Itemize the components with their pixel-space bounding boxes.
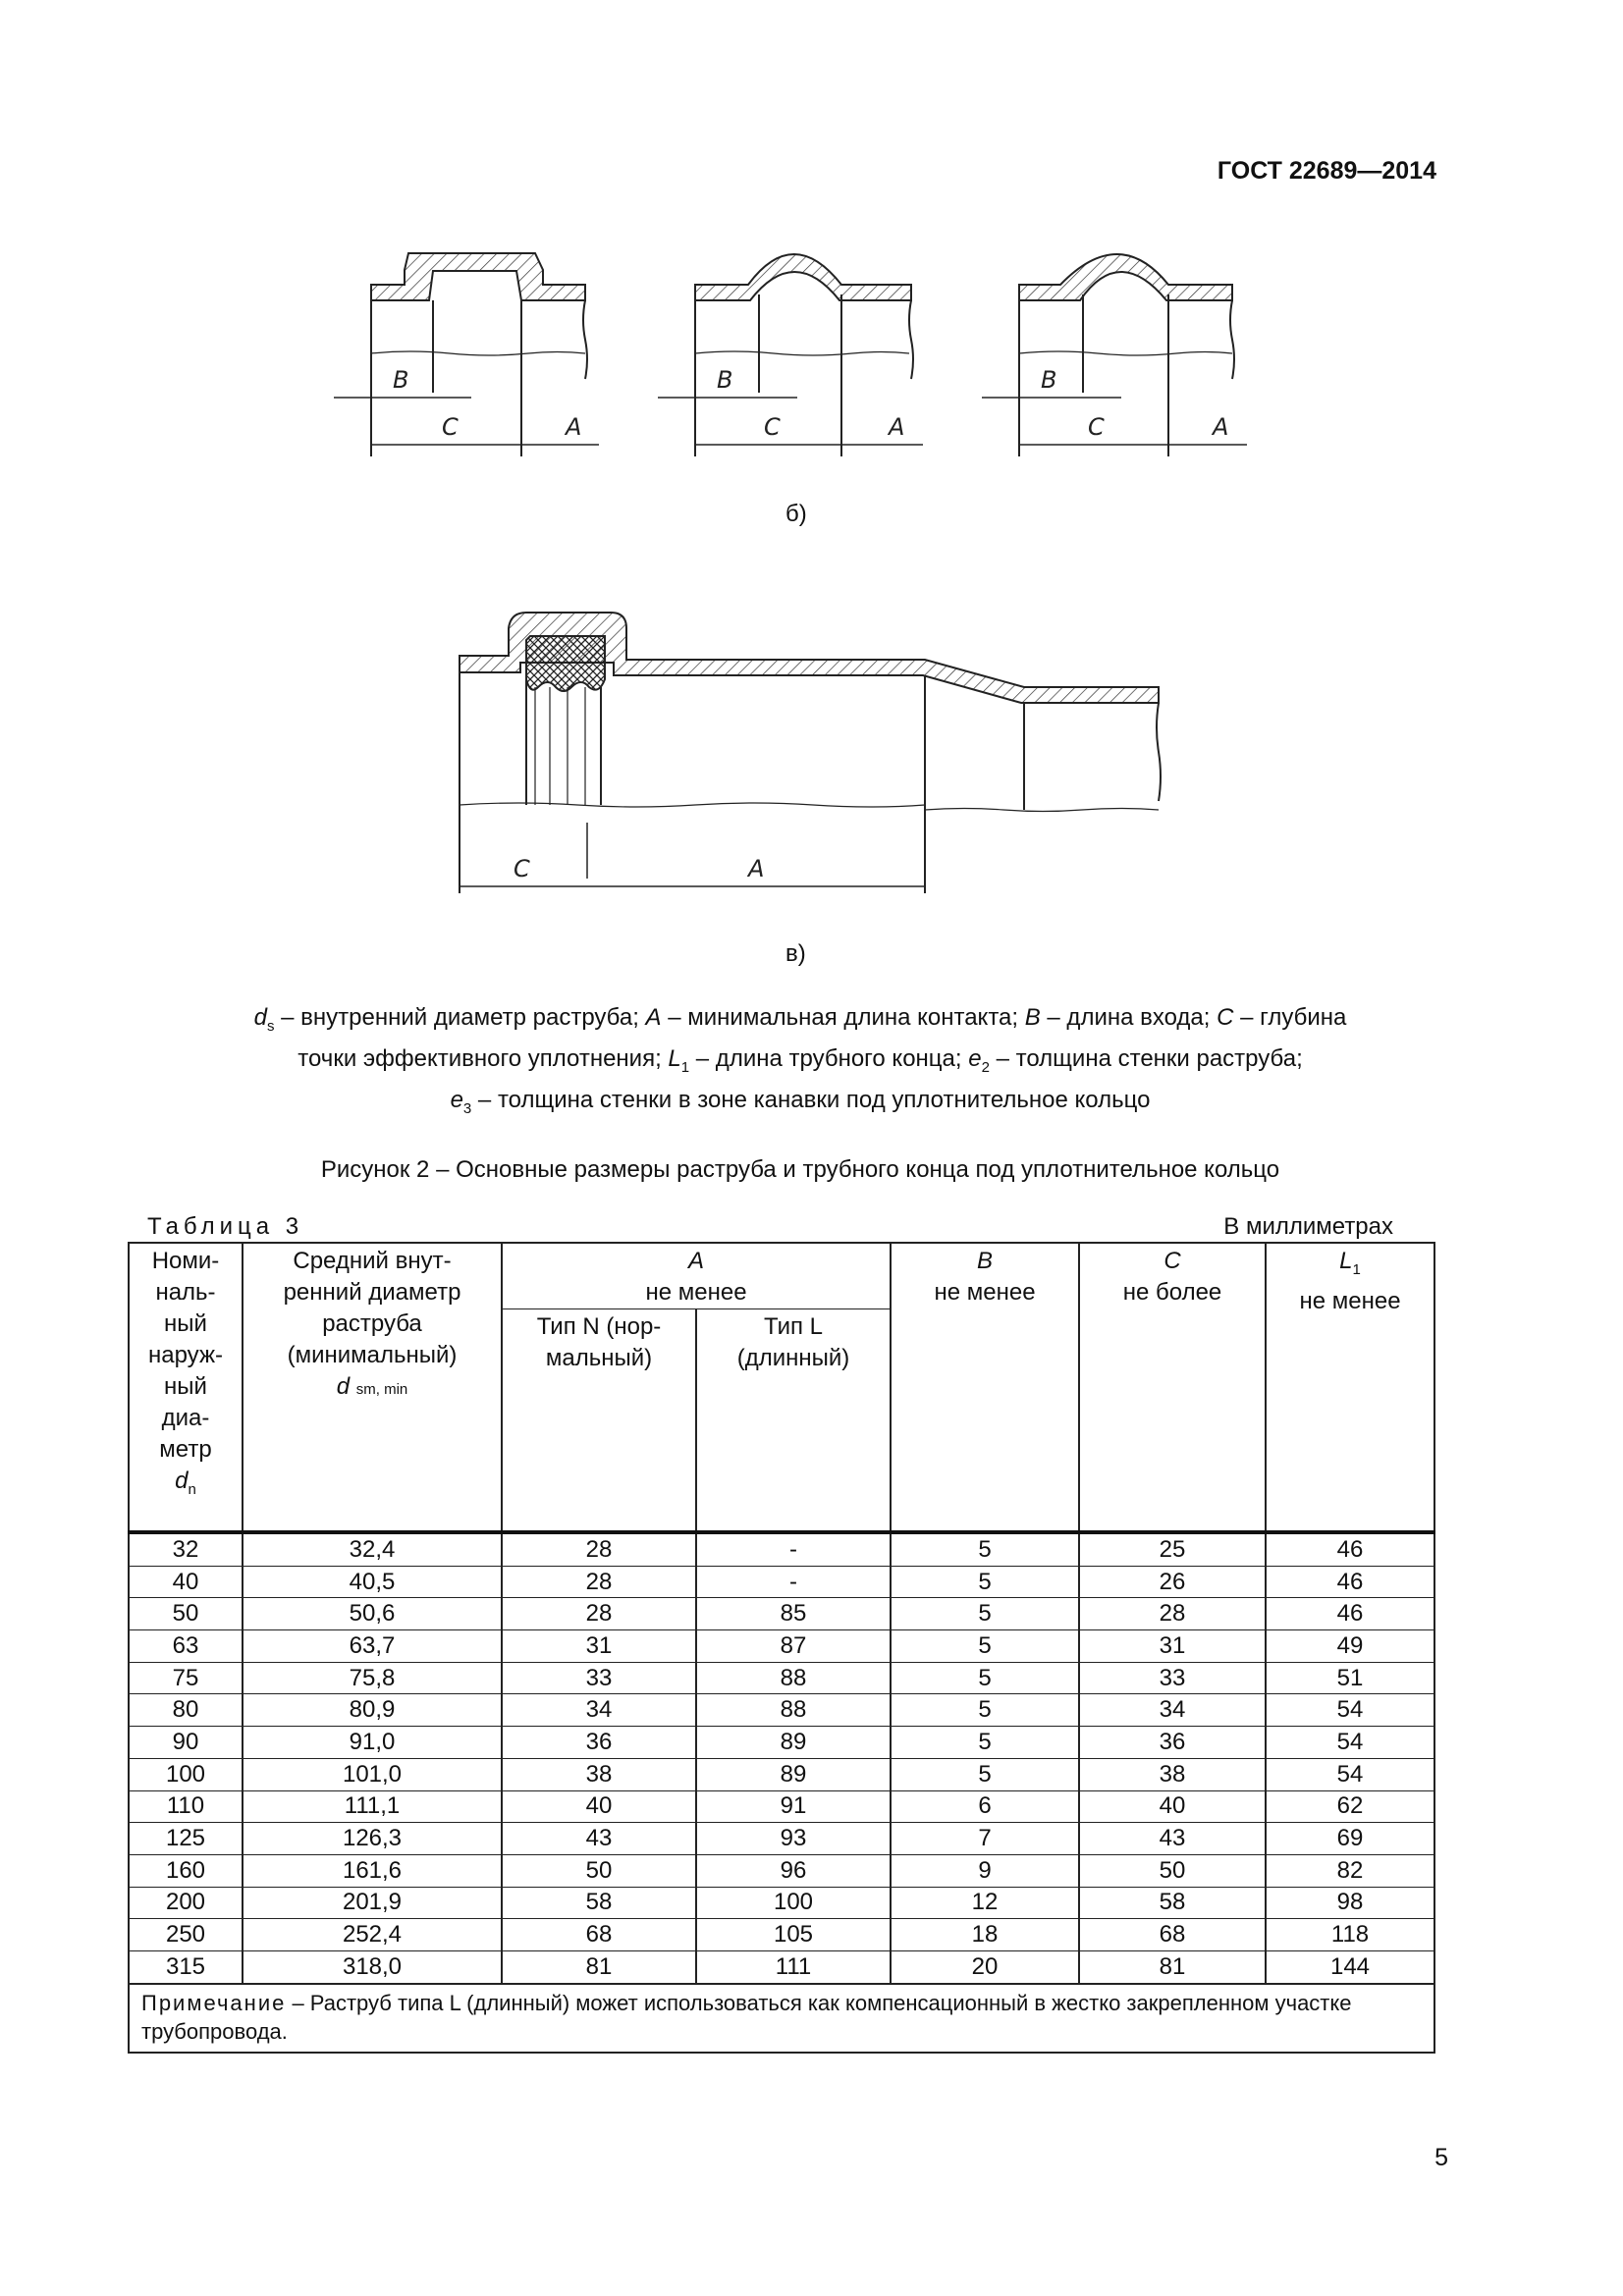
table-cell: 69 [1266, 1823, 1434, 1855]
figure-b-drawing-3 [982, 254, 1247, 456]
figure-v-caption: в) [785, 940, 806, 967]
table-row [129, 1758, 1434, 1790]
table-cell: 7 [891, 1823, 1079, 1855]
svg-text:A: A [889, 413, 905, 441]
label-c-v: C [514, 855, 530, 882]
table-cell: 318,0 [243, 1950, 502, 1983]
table-row [129, 1823, 1434, 1855]
table-cell: 18 [891, 1919, 1079, 1951]
table-cell: 5 [891, 1758, 1079, 1790]
header-c: C не более [1079, 1243, 1266, 1532]
table-cell: 201,9 [243, 1887, 502, 1919]
table-cell: 46 [1266, 1532, 1434, 1566]
table-units: В миллиметрах [1223, 1213, 1393, 1240]
header-dsm: Средний внут- ренний диаметр раструба (минимальный) d sm, min [243, 1243, 502, 1532]
table-row [129, 1566, 1434, 1598]
table-cell: 96 [696, 1854, 891, 1887]
table-cell: 88 [696, 1662, 891, 1694]
table-cell: 105 [696, 1919, 891, 1951]
table-cell: 25 [1079, 1532, 1266, 1566]
table-row [129, 1532, 1434, 1566]
table-cell: 5 [891, 1566, 1079, 1598]
table-cell: 5 [891, 1598, 1079, 1630]
table-cell: 46 [1266, 1598, 1434, 1630]
table-row [129, 1727, 1434, 1759]
table-row [129, 1887, 1434, 1919]
table-cell: 91 [696, 1790, 891, 1823]
figure-legend: $d_s$ – внутренний диаметр раструба; A – минимальная длина контакта; B – длина входа; C – глубина точки эффективного уплотнения; $L_1$ – длина трубного конца; $e_2$ – толщина стенки раструба; $e_3$ – толщина стенки в зоне канавки под уплотнительное кольцо [253, 1004, 1347, 1117]
table-cell: 101,0 [243, 1758, 502, 1790]
table-cell: 62 [1266, 1790, 1434, 1823]
header-b: B не менее [891, 1243, 1079, 1532]
table-cell: 111,1 [243, 1790, 502, 1823]
table-row [129, 1790, 1434, 1823]
table-row [129, 1854, 1434, 1887]
table-cell: 28 [1079, 1598, 1266, 1630]
table-cell: 100 [129, 1758, 243, 1790]
table-cell: 75 [129, 1662, 243, 1694]
table-cell: 88 [696, 1694, 891, 1727]
table-cell: 161,6 [243, 1854, 502, 1887]
table-cell: 144 [1266, 1950, 1434, 1983]
dimensions-table [128, 1242, 1435, 2054]
table-cell: 40 [502, 1790, 696, 1823]
table-cell: 32,4 [243, 1532, 502, 1566]
table-cell: 50,6 [243, 1598, 502, 1630]
table-row [129, 1598, 1434, 1630]
table-cell: 51 [1266, 1662, 1434, 1694]
table-cell: 90 [129, 1727, 243, 1759]
svg-text:C: C [764, 413, 781, 441]
table-cell: 36 [502, 1727, 696, 1759]
table-cell: 63 [129, 1630, 243, 1663]
table-cell: 40,5 [243, 1566, 502, 1598]
table-row [129, 1630, 1434, 1663]
table-cell: 54 [1266, 1727, 1434, 1759]
header-a-type-l: Тип L (длинный) [696, 1309, 891, 1533]
table-cell: 160 [129, 1854, 243, 1887]
table-cell: 89 [696, 1758, 891, 1790]
table-cell: 58 [1079, 1887, 1266, 1919]
label-b: B [393, 366, 409, 394]
table-row [129, 1662, 1434, 1694]
figure-v-drawing [460, 613, 1161, 893]
table-cell: 5 [891, 1532, 1079, 1566]
table-cell: 91,0 [243, 1727, 502, 1759]
table-cell: 46 [1266, 1566, 1434, 1598]
table-cell: 49 [1266, 1630, 1434, 1663]
table-cell: 28 [502, 1566, 696, 1598]
table-cell: 54 [1266, 1694, 1434, 1727]
table-cell: 81 [502, 1950, 696, 1983]
table-cell: 111 [696, 1950, 891, 1983]
table-cell: 34 [502, 1694, 696, 1727]
table-cell: 26 [1079, 1566, 1266, 1598]
table-cell: 38 [1079, 1758, 1266, 1790]
svg-text:A: A [1213, 413, 1229, 441]
table-cell: 200 [129, 1887, 243, 1919]
table-cell: 315 [129, 1950, 243, 1983]
table-cell: 5 [891, 1694, 1079, 1727]
table-cell: 68 [1079, 1919, 1266, 1951]
table-cell: 98 [1266, 1887, 1434, 1919]
table-note: Примечание – Раструб типа L (длинный) может использоваться как компенсационный в жестко закрепленном участке трубопровода. [129, 1984, 1434, 2053]
figure-b-drawing-2 [658, 254, 923, 456]
header-a: A не менее [502, 1243, 891, 1309]
table-cell: 31 [502, 1630, 696, 1663]
page-number: 5 [1434, 2144, 1448, 2171]
table-cell: 28 [502, 1532, 696, 1566]
table-cell: 34 [1079, 1694, 1266, 1727]
table-cell: 93 [696, 1823, 891, 1855]
table-cell: 89 [696, 1727, 891, 1759]
table-cell: 110 [129, 1790, 243, 1823]
svg-text:C: C [1088, 413, 1105, 441]
header-dn: Номи- наль- ный наруж- ный диа- метр $d_n$ [129, 1243, 243, 1532]
table-cell: 43 [1079, 1823, 1266, 1855]
header-a-type-n: Тип N (нор- мальный) [502, 1309, 696, 1533]
header-l1: $L_1$ не менее [1266, 1243, 1434, 1532]
table-cell: 252,4 [243, 1919, 502, 1951]
table-cell: 80,9 [243, 1694, 502, 1727]
table-title: Таблица 3 [147, 1213, 304, 1240]
table-row [129, 1919, 1434, 1951]
table-cell: 38 [502, 1758, 696, 1790]
table-cell: 81 [1079, 1950, 1266, 1983]
table-cell: 40 [1079, 1790, 1266, 1823]
table-cell: 125 [129, 1823, 243, 1855]
figure-b-caption: б) [785, 501, 807, 527]
table-cell: 9 [891, 1854, 1079, 1887]
figure-caption: Рисунок 2 – Основные размеры раструба и трубного конца под уплотнительное кольцо [320, 1156, 1280, 1183]
table-cell: 85 [696, 1598, 891, 1630]
table-cell: 250 [129, 1919, 243, 1951]
table-cell: 126,3 [243, 1823, 502, 1855]
label-a: A [566, 413, 582, 441]
label-c: C [442, 413, 459, 441]
table-cell: 5 [891, 1727, 1079, 1759]
table-cell: 12 [891, 1887, 1079, 1919]
table-cell: 50 [129, 1598, 243, 1630]
table-cell: 82 [1266, 1854, 1434, 1887]
table-row [129, 1694, 1434, 1727]
table-cell: 36 [1079, 1727, 1266, 1759]
table-cell: 31 [1079, 1630, 1266, 1663]
table-cell: 40 [129, 1566, 243, 1598]
table-cell: 54 [1266, 1758, 1434, 1790]
table-cell: 87 [696, 1630, 891, 1663]
technical-drawings [0, 0, 1623, 982]
table-cell: 75,8 [243, 1662, 502, 1694]
table-cell: 6 [891, 1790, 1079, 1823]
table-cell: 28 [502, 1598, 696, 1630]
table-cell: 50 [502, 1854, 696, 1887]
table-cell: 63,7 [243, 1630, 502, 1663]
table-row [129, 1950, 1434, 1983]
table-cell: 33 [502, 1662, 696, 1694]
table-cell: 32 [129, 1532, 243, 1566]
table-cell: 68 [502, 1919, 696, 1951]
svg-text:B: B [1041, 366, 1057, 394]
table-cell: 58 [502, 1887, 696, 1919]
svg-text:B: B [717, 366, 733, 394]
table-cell: - [696, 1532, 891, 1566]
standard-code: ГОСТ 22689—2014 [1217, 157, 1436, 185]
table-cell: 100 [696, 1887, 891, 1919]
figure-b-drawing-1 [334, 253, 599, 456]
table-cell: 5 [891, 1662, 1079, 1694]
table-cell: 5 [891, 1630, 1079, 1663]
table-cell: 50 [1079, 1854, 1266, 1887]
table-cell: - [696, 1566, 891, 1598]
table-cell: 118 [1266, 1919, 1434, 1951]
table-cell: 43 [502, 1823, 696, 1855]
label-a-v: A [748, 855, 765, 882]
table-cell: 80 [129, 1694, 243, 1727]
table-cell: 33 [1079, 1662, 1266, 1694]
table-cell: 20 [891, 1950, 1079, 1983]
